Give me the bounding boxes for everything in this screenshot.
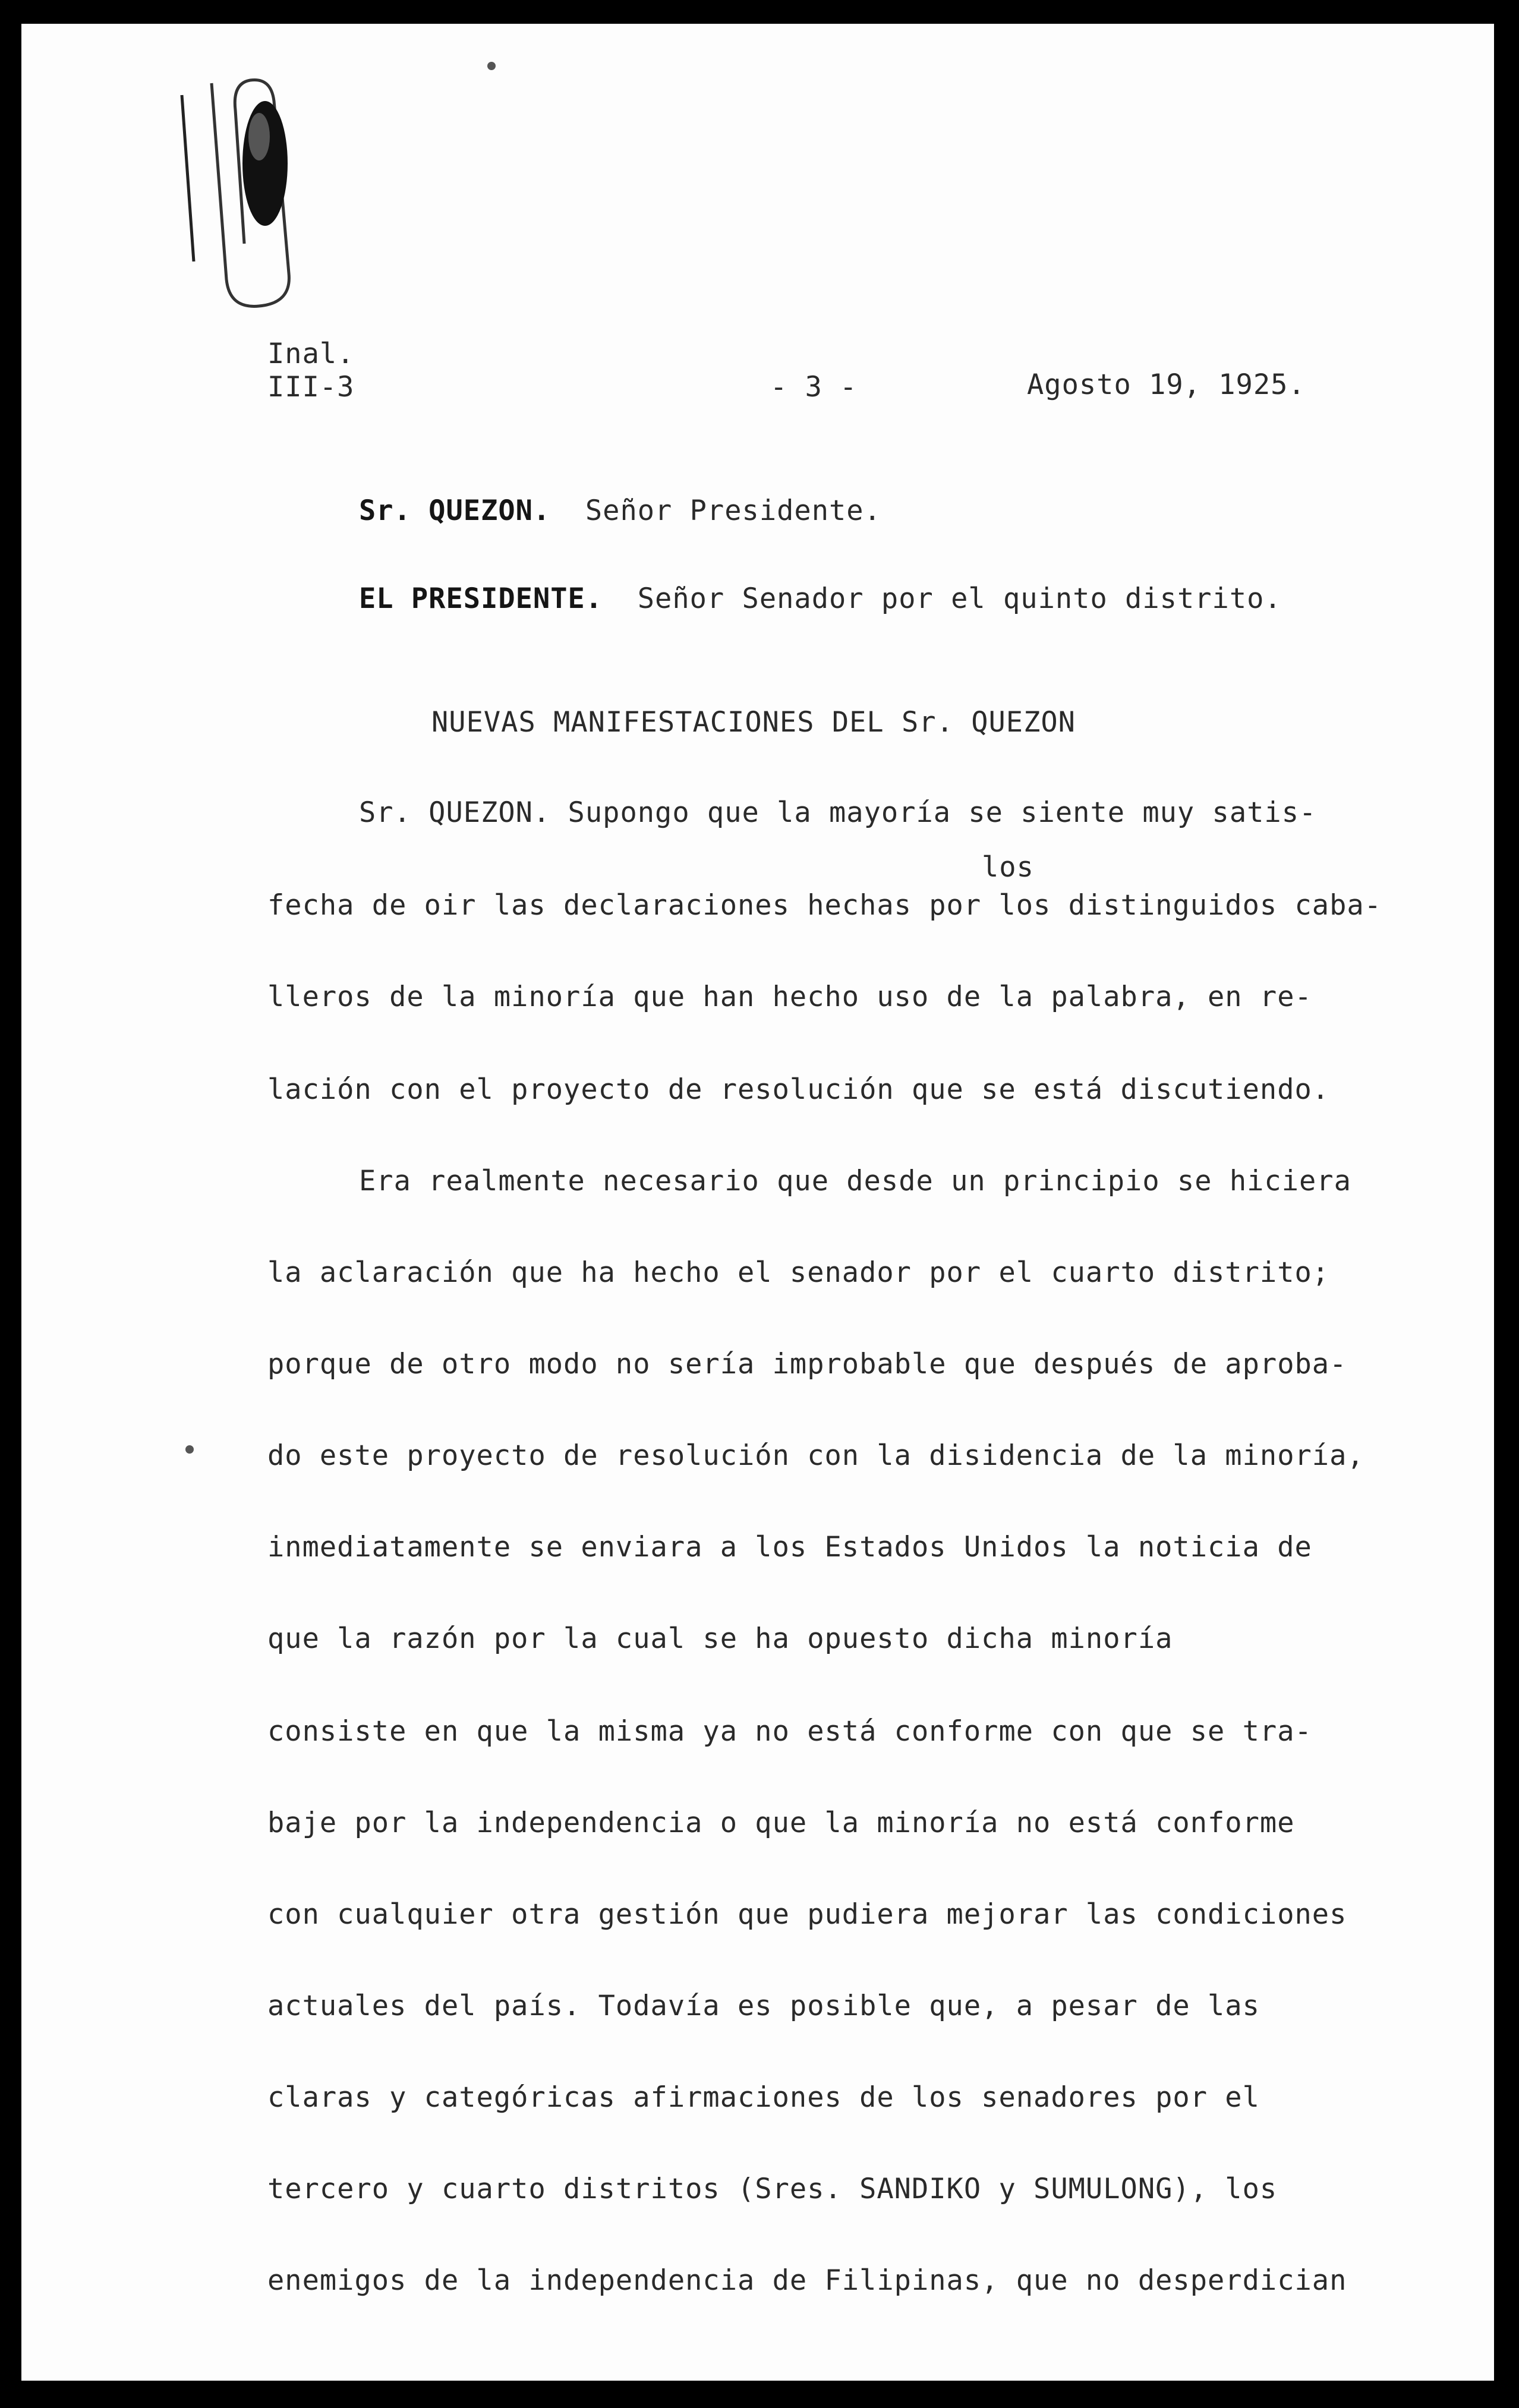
reference-line-1: Inal.: [267, 338, 355, 370]
scan-border: [21, 24, 1494, 2381]
body-line: claras y categóricas afirmaciones de los senadores por el: [267, 2081, 1260, 2114]
body-line: enemigos de la independencia de Filipinas, que no desperdician: [267, 2264, 1347, 2297]
body-line: baje por la independencia o que la minoría no está conforme: [267, 1807, 1295, 1839]
body-line: tercero y cuarto distritos (Sres. SANDIKO y SUMULONG), los: [267, 2173, 1278, 2205]
body-line: Era realmente necesario que desde un principio se hiciera: [359, 1165, 1351, 1197]
speaker-line: [359, 494, 881, 527]
body-line: que la razón por la cual se ha opuesto dicha minoría: [267, 1622, 1173, 1655]
section-heading: NUEVAS MANIFESTACIONES DEL Sr. QUEZON: [431, 706, 1076, 739]
interlinear-insertion: los: [982, 851, 1034, 884]
reference-line-2: III-3: [267, 371, 355, 404]
speaker-name: Sr. QUEZON.: [359, 494, 551, 527]
paperclip-icon: [170, 65, 366, 315]
speaker-text: Señor Presidente.: [585, 494, 881, 527]
body-line: porque de otro modo no sería improbable que después de aproba-: [267, 1348, 1347, 1380]
body-line: actuales del país. Todavía es posible que, a pesar de las: [267, 1990, 1260, 2022]
body-line: con cualquier otra gestión que pudiera mejorar las condiciones: [267, 1898, 1347, 1931]
speaker-name: EL PRESIDENTE.: [359, 582, 603, 615]
ink-speck: [185, 1445, 194, 1454]
body-line: inmediatamente se enviara a los Estados Unidos la noticia de: [267, 1531, 1312, 1564]
body-line: consiste en que la misma ya no está conforme con que se tra-: [267, 1715, 1312, 1748]
body-line: Sr. QUEZON. Supongo que la mayoría se siente muy satis-: [359, 796, 1317, 829]
body-line: lleros de la minoría que han hecho uso de la palabra, en re-: [267, 981, 1312, 1013]
document-date: Agosto 19, 1925.: [1027, 368, 1306, 401]
body-line: do este proyecto de resolución con la disidencia de la minoría,: [267, 1439, 1364, 1472]
document-page: [21, 24, 1494, 2381]
body-line: fecha de oir las declaraciones hechas por los distinguidos caba-: [267, 889, 1382, 922]
body-line: lación con el proyecto de resolución que se está discutiendo.: [267, 1073, 1330, 1106]
speaker-line: [359, 582, 1282, 615]
ink-speck: [487, 62, 496, 70]
body-line: la aclaración que ha hecho el senador por el cuarto distrito;: [267, 1256, 1330, 1289]
speaker-text: Señor Senador por el quinto distrito.: [637, 582, 1282, 615]
page-number: - 3 -: [770, 371, 858, 404]
